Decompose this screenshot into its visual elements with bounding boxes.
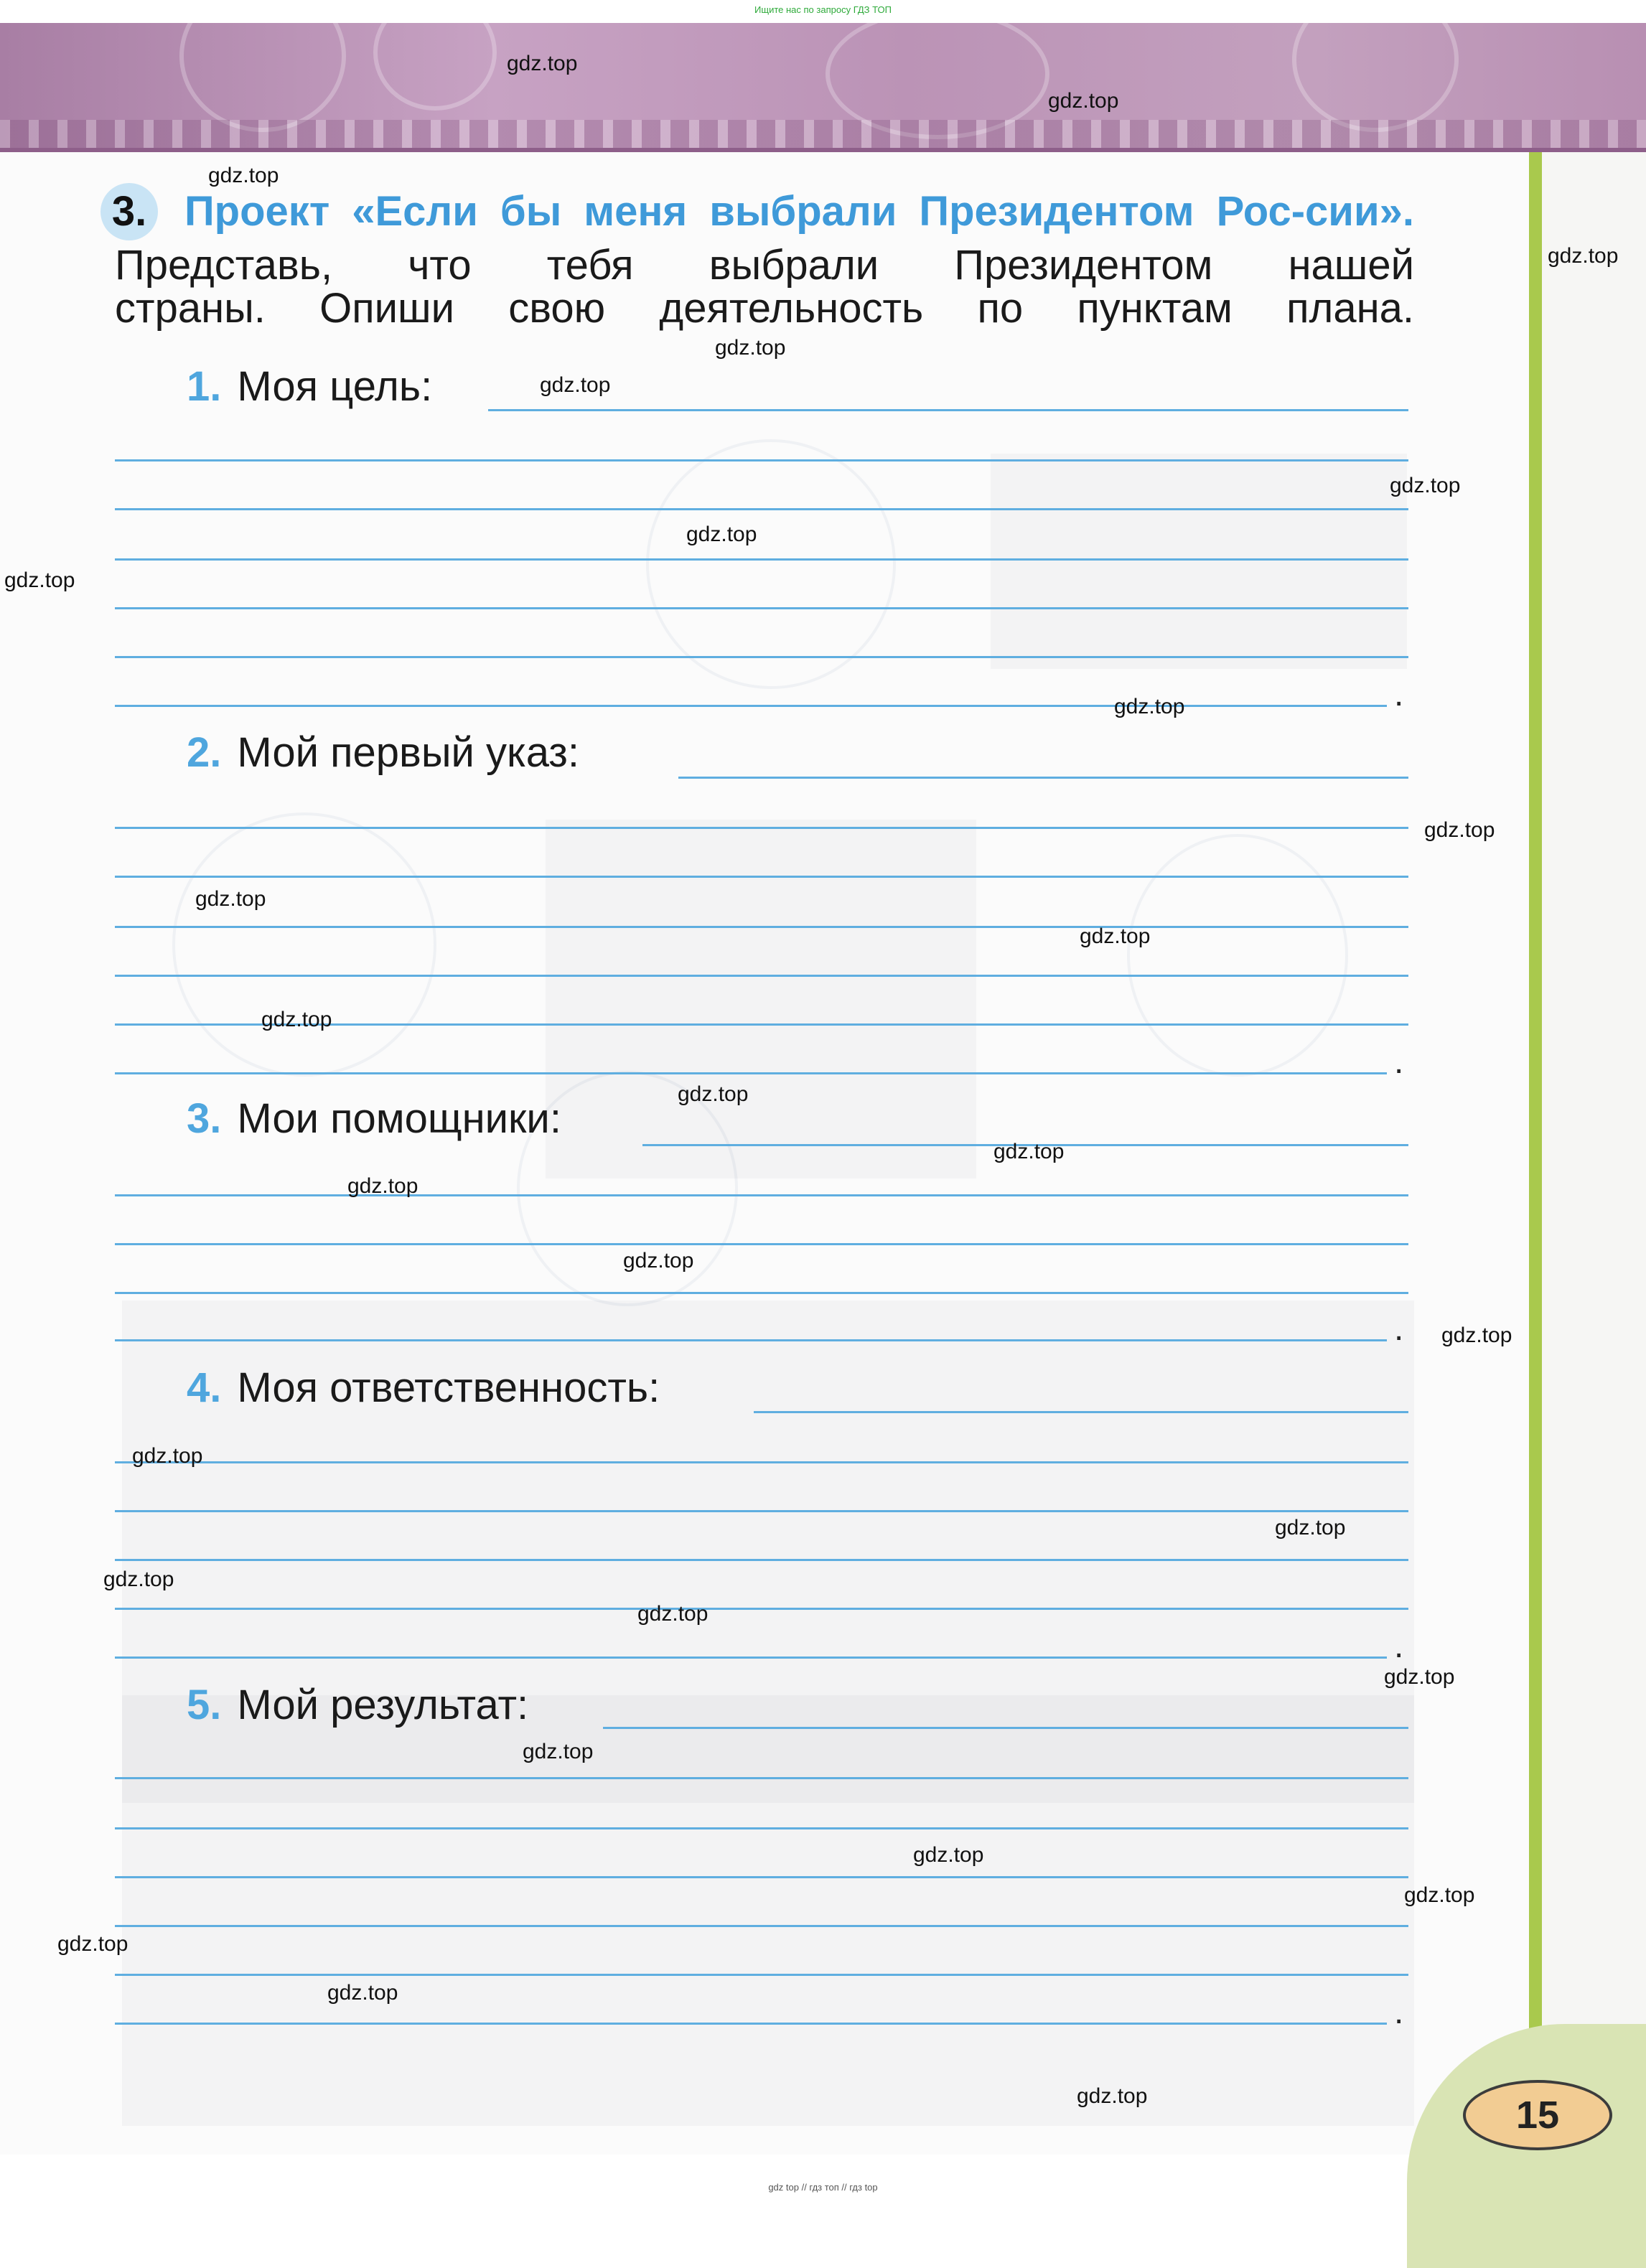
- section-label: Мой первый указ:: [237, 729, 580, 776]
- section-first-decree: [187, 728, 579, 777]
- task-number: 3.: [100, 183, 158, 240]
- answer-line[interactable]: [115, 1876, 1408, 1878]
- answer-line[interactable]: [115, 1559, 1408, 1561]
- task-heading: [111, 183, 1414, 291]
- answer-line[interactable]: [115, 1925, 1408, 1927]
- watermark: gdz.top: [4, 568, 75, 592]
- answer-line[interactable]: [115, 1827, 1408, 1829]
- header-banner: [0, 23, 1646, 152]
- section-helpers: [187, 1095, 561, 1143]
- section-label: Мой результат:: [237, 1682, 529, 1728]
- watermark: gdz.top: [1548, 244, 1619, 268]
- section-number: 5.: [187, 1682, 222, 1728]
- watermark: gdz.top: [1441, 1323, 1512, 1347]
- watermark: gdz.top: [623, 1249, 694, 1273]
- footer-note: gdz top // гдз топ // гдз top: [768, 2182, 878, 2193]
- answer-line[interactable]: [115, 926, 1408, 928]
- ornament: [373, 23, 497, 111]
- answer-line[interactable]: [115, 1777, 1408, 1779]
- section-label: Мои помощники:: [237, 1095, 561, 1142]
- watermark: gdz.top: [208, 164, 279, 187]
- answer-line[interactable]: [115, 558, 1408, 561]
- banner-band: [0, 120, 1646, 149]
- watermark: gdz.top: [347, 1174, 418, 1198]
- answer-line[interactable]: [115, 2023, 1387, 2025]
- answer-line[interactable]: [115, 705, 1387, 707]
- watermark: gdz.top: [1404, 1883, 1475, 1907]
- background-ghost: [646, 439, 896, 689]
- watermark: gdz.top: [540, 373, 611, 397]
- answer-line[interactable]: [115, 1292, 1408, 1294]
- watermark: gdz.top: [913, 1843, 984, 1867]
- answer-line[interactable]: [115, 508, 1408, 510]
- answer-line[interactable]: [115, 876, 1408, 878]
- answer-line[interactable]: [603, 1727, 1408, 1729]
- answer-line[interactable]: [115, 1339, 1387, 1341]
- answer-line[interactable]: [115, 607, 1408, 609]
- section-number: 1.: [187, 363, 222, 410]
- background-ghost: [1127, 834, 1348, 1077]
- page-number: 15: [1463, 2080, 1612, 2150]
- section-result: [187, 1681, 528, 1729]
- watermark: gdz.top: [715, 336, 786, 360]
- task-instruction-2: страны. Опиши свою деятельность по пунктам плана.: [115, 285, 1414, 332]
- answer-line[interactable]: [115, 1657, 1387, 1659]
- background-ghost: [991, 454, 1407, 669]
- watermark: gdz.top: [195, 887, 266, 911]
- watermark: gdz.top: [57, 1932, 128, 1956]
- answer-line[interactable]: [115, 656, 1408, 658]
- section-number: 3.: [187, 1095, 222, 1142]
- watermark: gdz.top: [1114, 695, 1185, 718]
- watermark: gdz.top: [1390, 474, 1461, 497]
- project-title: Проект «Если бы меня выбрали Президентом Рос-сии».: [184, 188, 1414, 235]
- ornament: [179, 23, 346, 132]
- answer-line[interactable]: [115, 1461, 1408, 1463]
- watermark: gdz.top: [1080, 924, 1151, 948]
- section-goal: [187, 362, 432, 411]
- header-note: Ищите нас по запросу ГДЗ ТОП: [754, 4, 892, 15]
- watermark: gdz.top: [103, 1568, 174, 1591]
- watermark: gdz.top: [523, 1740, 594, 1763]
- page-content: [0, 152, 1529, 2155]
- section-responsibility: [187, 1364, 660, 1412]
- answer-line[interactable]: [115, 1974, 1408, 1976]
- answer-line[interactable]: [488, 409, 1408, 411]
- period: .: [1394, 1043, 1404, 1081]
- section-number: 4.: [187, 1364, 222, 1411]
- period: .: [1394, 1310, 1404, 1348]
- watermark: gdz.top: [993, 1140, 1065, 1163]
- watermark: gdz.top: [1275, 1516, 1346, 1540]
- watermark: gdz.top: [1384, 1665, 1455, 1689]
- answer-line[interactable]: [115, 459, 1408, 461]
- watermark: gdz.top: [507, 52, 578, 75]
- background-ghost: [172, 812, 436, 1077]
- period: .: [1394, 1993, 1404, 2031]
- right-margin: [1542, 152, 1646, 2147]
- watermark: gdz.top: [1424, 818, 1495, 842]
- task-instruction-1: Представь, что тебя выбрали Президентом нашей: [115, 242, 1414, 289]
- answer-line[interactable]: [115, 827, 1408, 829]
- answer-line[interactable]: [115, 975, 1408, 977]
- background-ghost: [122, 1695, 1414, 2126]
- watermark: gdz.top: [637, 1602, 709, 1626]
- answer-line[interactable]: [754, 1411, 1408, 1413]
- answer-line[interactable]: [115, 1194, 1408, 1196]
- watermark: gdz.top: [261, 1008, 332, 1031]
- section-label: Моя ответственность:: [237, 1364, 660, 1411]
- watermark: gdz.top: [1048, 89, 1119, 113]
- section-label: Моя цель:: [237, 363, 433, 410]
- watermark: gdz.top: [686, 523, 757, 546]
- period: .: [1394, 1627, 1404, 1665]
- watermark: gdz.top: [132, 1444, 203, 1468]
- answer-line[interactable]: [115, 1608, 1408, 1610]
- period: .: [1394, 675, 1404, 713]
- answer-line[interactable]: [115, 1243, 1408, 1245]
- watermark: gdz.top: [327, 1981, 398, 2005]
- watermark: gdz.top: [1077, 2084, 1148, 2108]
- watermark: gdz.top: [678, 1082, 749, 1106]
- section-number: 2.: [187, 729, 222, 776]
- background-ghost: [546, 820, 976, 1178]
- answer-line[interactable]: [678, 777, 1408, 779]
- answer-line[interactable]: [115, 1510, 1408, 1512]
- ornament: [1292, 23, 1459, 132]
- answer-line[interactable]: [115, 1072, 1387, 1074]
- margin-line: [1529, 152, 1542, 2133]
